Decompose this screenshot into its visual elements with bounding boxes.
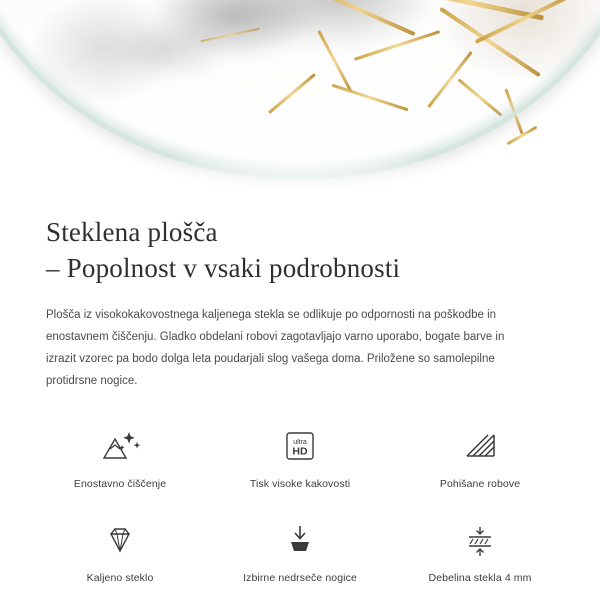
feature-glass-thickness: [390, 516, 570, 584]
hero-image: [0, 0, 600, 196]
headline-line-1: Steklena plošča: [46, 217, 218, 247]
feature-row-1: [30, 422, 570, 490]
feature-label: Pohišane robove: [439, 478, 521, 490]
feature-ultra-hd-print: [210, 422, 390, 490]
polished-edges-icon: [390, 422, 570, 470]
tempered-glass-diamond-icon: [30, 516, 210, 564]
glass-plate-rim: [0, 0, 600, 180]
feature-tempered-glass: [30, 516, 210, 584]
text-content: [0, 214, 600, 392]
feature-grid: [0, 422, 600, 584]
headline-line-2: – Popolnost v vsaki podrobnosti: [46, 253, 401, 283]
feature-label: Debelina stekla 4 mm: [428, 572, 532, 584]
feature-polished-edges: [390, 422, 570, 490]
feature-label: Enostavno čiščenje: [73, 478, 167, 490]
page-title: [46, 214, 554, 286]
feature-label: Izbirne nedrseče nogice: [243, 572, 357, 584]
feature-anti-slip-feet: [210, 516, 390, 584]
description-paragraph: Plošča iz visokokakovostnega kaljenega stekla se odlikuje po odpornosti na poškodbe in enostavnem čiščenju. Gladko obdelani robovi zagotavljajo varno uporabo, bogate barve in izrazit vzorec pa bodo dolga leta poudarjali slog vašega doma. Priložene so samolepilne protidrsne nogice.: [46, 309, 505, 387]
hero-bottom-fade: [0, 156, 600, 196]
feature-label: Kaljeno steklo: [86, 572, 154, 584]
feature-row-2: [30, 516, 570, 584]
glass-thickness-icon: [390, 516, 570, 564]
svg-text:HD: HD: [292, 445, 308, 458]
anti-slip-feet-icon: [210, 516, 390, 564]
svg-text:ultra: ultra: [293, 439, 307, 446]
ultra-hd-print-icon: [210, 422, 390, 470]
feature-easy-cleaning: [30, 422, 210, 490]
feature-label: Tisk visoke kakovosti: [249, 478, 351, 490]
easy-cleaning-icon: [30, 422, 210, 470]
